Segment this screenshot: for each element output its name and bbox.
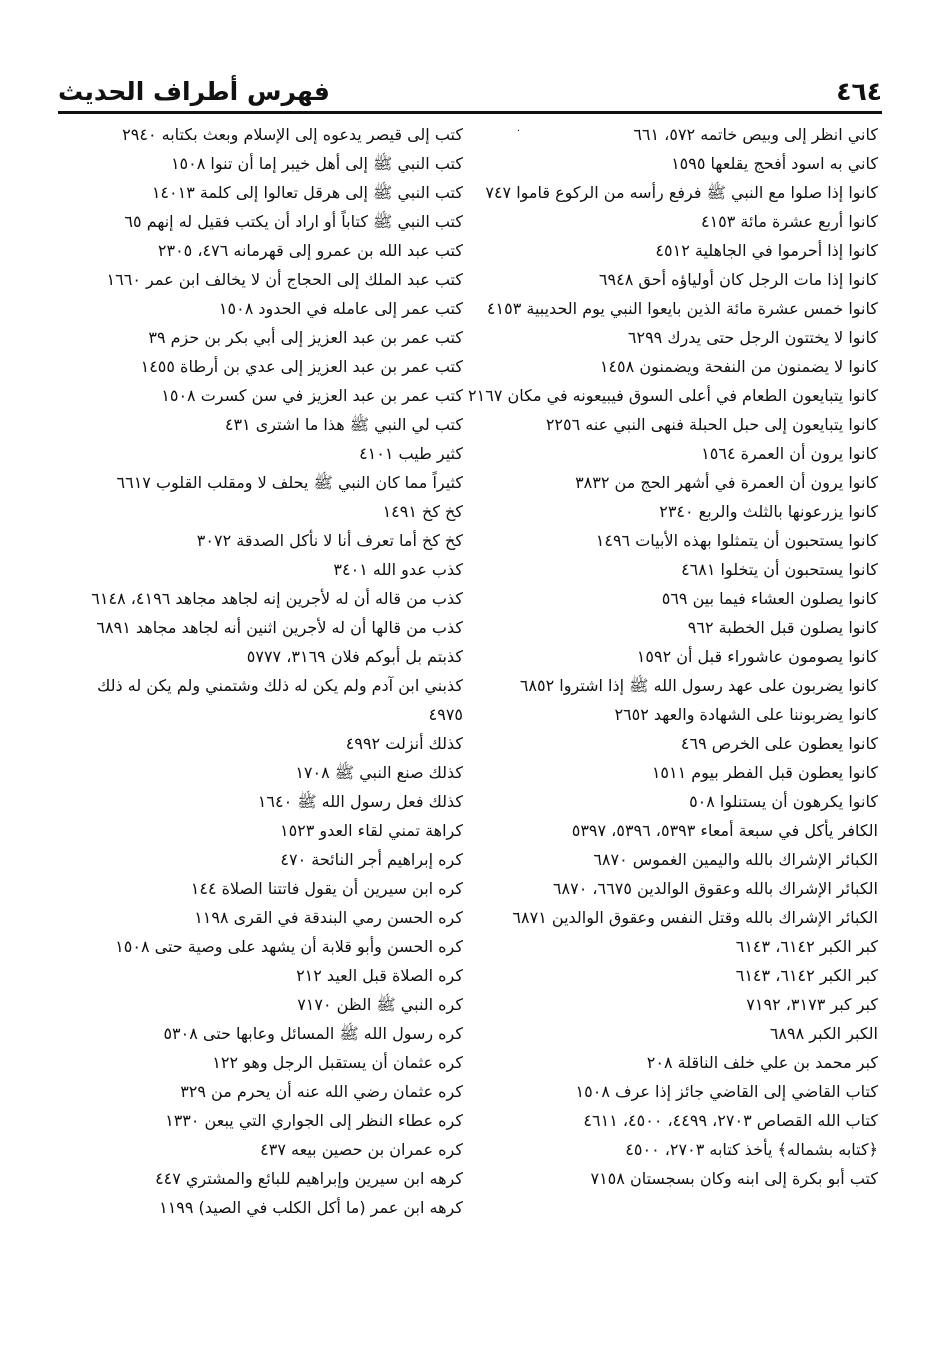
index-entry: الكبائر الإشراك بالله وقتل النفس وعقوق الوالدين ٦٨٧١ <box>512 908 878 927</box>
index-entry: كره النبي ﷺ الظن ٧١٧٠ <box>297 995 463 1014</box>
index-entry: كبر الكبر ٦١٤٢، ٦١٤٣ <box>735 966 878 985</box>
index-entry: كاني به اسود أفحج يقلعها ١٥٩٥ <box>671 154 878 173</box>
index-entry: كانوا يصلون العشاء فيما بين ٥٦٩ <box>661 589 878 608</box>
header-rule <box>58 111 882 114</box>
index-entry: كانوا يضربون على عهد رسول الله ﷺ إذا اشتروا ٦٨٥٢ <box>519 676 878 695</box>
index-entry: كذب من قاله أن له لأجرين إنه لجاهد مجاهد ٤١٩٦، ٦١٤٨ <box>91 589 463 608</box>
index-entry: كانوا إذا أحرموا في الجاهلية ٤٥١٢ <box>655 241 878 260</box>
index-entry: كذبتم بل أبوكم فلان ٣١٦٩، ٥٧٧٧ <box>246 647 463 666</box>
index-entry: كتاب الله القصاص ٢٧٠٣، ٤٤٩٩، ٤٥٠٠، ٤٦١١ <box>583 1111 878 1130</box>
index-entry: كره إبراهيم أجر النائحة ٤٧٠ <box>280 850 463 869</box>
index-entry: كره عمران بن حصين بيعه ٤٣٧ <box>260 1140 463 1159</box>
index-entry: كبر كبر ٣١٧٣، ٧١٩٢ <box>746 995 878 1014</box>
index-entry: كخ كخ ١٤٩١ <box>382 502 463 521</box>
index-entry: كانوا إذا مات الرجل كان أولياؤه أحق ٦٩٤٨ <box>598 270 878 289</box>
page-header <box>58 66 882 106</box>
index-entry: كانوا يرون أن العمرة ١٥٦٤ <box>701 444 878 463</box>
index-entry: كتب إلى قيصر يدعوه إلى الإسلام وبعث بكتابه ٢٩٤٠ <box>122 125 463 144</box>
index-entry: كانوا يعطون قبل الفطر بيوم ١٥١١ <box>651 763 878 782</box>
index-entry: كتب عمر بن عبد العزيز إلى عدي بن أرطاة ١٤٥٥ <box>140 357 463 376</box>
stray-mark: · <box>516 126 520 137</box>
page-title: فهرس أطراف الحديث <box>58 77 330 106</box>
index-entry: كانوا يعطون على الخرص ٤٦٩ <box>680 734 878 753</box>
index-entry: كرهه ابن عمر (ما أكل الكلب في الصيد) ١١٩٩ <box>159 1198 463 1217</box>
index-entry: كره عثمان رضي الله عنه أن يحرم من ٣٢٩ <box>180 1082 463 1101</box>
index-entry: كره عثمان أن يستقبل الرجل وهو ١٢٢ <box>212 1053 463 1072</box>
index-entry: كتب عمر إلى عامله في الحدود ١٥٠٨ <box>218 299 463 318</box>
index-entry: كثير طيب ٤١٠١ <box>359 444 463 463</box>
index-entry: كره ابن سيرين أن يقول فاتتنا الصلاة ١٤٤ <box>190 879 463 898</box>
index-entry: كتب النبي ﷺ كتاباً أو اراد أن يكتب فقيل له إنهم ٦٥ <box>124 212 463 231</box>
index-entry: الكبر الكبر ٦٨٩٨ <box>769 1024 878 1043</box>
page-number: ٤٦٤ <box>836 77 882 106</box>
index-entry: كره الصلاة قبل العيد ٢١٢ <box>296 966 463 985</box>
index-entry: ﴿كتابه بشماله﴾ يأخذ كتابه ٢٧٠٣، ٤٥٠٠ <box>625 1140 878 1159</box>
index-entry: كانوا يستحبون أن يتخلوا ٤٦٨١ <box>681 560 878 579</box>
index-entry: كذبني ابن آدم ولم يكن له ذلك وشتمني ولم يكن له ذلك ٤٩٧٥ <box>97 676 463 724</box>
index-entry: كره الحسن وأبو قلابة أن يشهد على وصية حتى ١٥٠٨ <box>115 937 463 956</box>
index-entry: كتب عبد الملك إلى الحجاج أن لا يخالف ابن عمر ١٦٦٠ <box>106 270 463 289</box>
index-entry: كره الحسن رمي البندقة في القرى ١١٩٨ <box>194 908 463 927</box>
index-entry: كتب لي النبي ﷺ هذا ما اشترى ٤٣١ <box>224 415 463 434</box>
index-entry: كانوا يتبايعون الطعام في أعلى السوق فيبيعونه في مكان ٢١٦٧ <box>468 386 878 405</box>
index-entry: كانوا يصلون قبل الخطبة ٩٦٢ <box>687 618 878 637</box>
index-entry: كانوا إذا صلوا مع النبي ﷺ فرفع رأسه من الركوع قاموا ٧٤٧ <box>485 183 878 202</box>
index-entry: كتب أبو بكرة إلى ابنه وكان بسجستان ٧١٥٨ <box>590 1169 878 1188</box>
index-entry: كذلك فعل رسول الله ﷺ ١٦٤٠ <box>257 792 463 811</box>
index-entry: كخ كخ أما تعرف أنا لا نأكل الصدقة ٣٠٧٢ <box>196 531 463 550</box>
index-entry: كره رسول الله ﷺ المسائل وعابها حتى ٥٣٠٨ <box>163 1024 463 1043</box>
index-entry: كانوا يستحبون أن يتمثلوا بهذه الأبيات ١٤٩٦ <box>595 531 878 550</box>
index-entry: كانوا لا يضمنون من النفحة ويضمنون ١٤٥٨ <box>599 357 878 376</box>
index-entry: كانوا خمس عشرة مائة الذين بايعوا النبي يوم الحديبية ٤١٥٣ <box>486 299 878 318</box>
index-entry: كذب عدو الله ٣٤٠١ <box>333 560 463 579</box>
index-entry: كانوا يرون أن العمرة في أشهر الحج من ٣٨٣٢ <box>575 473 878 492</box>
index-entry: كبر محمد بن علي خلف الناقلة ٢٠٨ <box>646 1053 878 1072</box>
index-entry: كانوا يكرهون أن يستنلوا ٥٠٨ <box>689 792 878 811</box>
index-entry: الكافر يأكل في سبعة أمعاء ٥٣٩٣، ٥٣٩٦، ٥٣٩٧ <box>571 821 878 840</box>
index-entry: كانوا يضربوننا على الشهادة والعهد ٢٦٥٢ <box>614 705 878 724</box>
index-entry: كانوا يصومون عاشوراء قبل أن ١٥٩٢ <box>636 647 878 666</box>
index-entry: كتب عمر بن عبد العزيز إلى أبي بكر بن حزم ٣٩ <box>148 328 463 347</box>
index-entry: كبر الكبر ٦١٤٢، ٦١٤٣ <box>735 937 878 956</box>
right-column <box>458 120 878 1193</box>
index-entry: كاني انظر إلى وبيص خاتمه ٥٧٢، ٦٦١ <box>633 125 878 144</box>
index-entry: كذب من قالها أن له لأجرين اثنين أنه لجاهد مجاهد ٦٨٩١ <box>96 618 463 637</box>
index-entry: الكبائر الإشراك بالله واليمين الغموس ٦٨٧٠ <box>593 850 878 869</box>
index-entry: كانوا لا يختتون الرجل حتى يدرك ٦٢٩٩ <box>627 328 878 347</box>
index-entry: كتب عبد الله بن عمرو إلى قهرمانه ٤٧٦، ٢٣٠٥ <box>157 241 463 260</box>
index-entry: كتب النبي ﷺ إلى أهل خيبر إما أن تنوا ١٥٠٨ <box>170 154 463 173</box>
index-entry: كتاب القاضي إلى القاضي جائز إذا عرف ١٥٠٨ <box>575 1082 878 1101</box>
index-entry: كذلك صنع النبي ﷺ ١٧٠٨ <box>295 763 463 782</box>
index-entry: كراهة تمني لقاء العدو ١٥٢٣ <box>279 821 463 840</box>
index-entry: كثيراً مما كان النبي ﷺ يحلف لا ومقلب القلوب ٦٦١٧ <box>116 473 463 492</box>
index-entry: كتب عمر بن عبد العزيز في سن كسرت ١٥٠٨ <box>161 386 463 405</box>
index-entry: كانوا يتبايعون إلى حبل الحبلة فنهى النبي عنه ٢٢٥٦ <box>545 415 878 434</box>
index-entry: كتب النبي ﷺ إلى هرقل تعالوا إلى كلمة ١٤٠١٣ <box>151 183 463 202</box>
index-entry: كره عطاء النظر إلى الجواري التي يبعن ١٣٣٠ <box>165 1111 463 1130</box>
index-entry: كانوا أربع عشرة مائة ٤١٥٣ <box>700 212 878 231</box>
index-entry: كانوا يزرعونها بالثلث والربع ٢٣٤٠ <box>659 502 878 521</box>
index-entry: الكبائر الإشراك بالله وعقوق الوالدين ٦٦٧٥، ٦٨٧٠ <box>552 879 878 898</box>
left-column <box>58 120 463 1222</box>
index-entry: كرهه ابن سيرين وإبراهيم للبائع والمشتري ٤٤٧ <box>155 1169 463 1188</box>
index-entry: كذلك أنزلت ٤٩٩٢ <box>345 734 463 753</box>
